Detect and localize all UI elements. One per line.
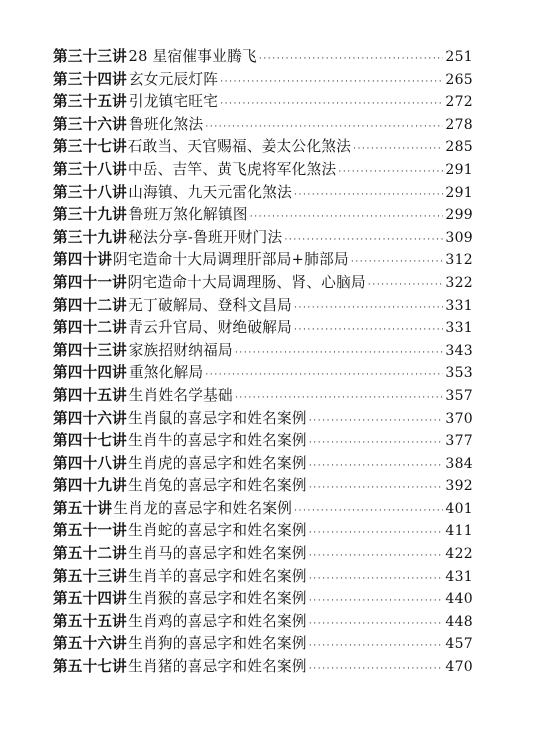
toc-entry[interactable]	[53, 182, 473, 205]
toc-page-number: 331	[445, 320, 473, 337]
toc-dot-leader	[338, 161, 443, 184]
toc-entry-title: 秘法分享-鲁班开财门法	[128, 228, 283, 246]
toc-entry-title: 生肖蛇的喜忌字和姓名案例	[128, 522, 307, 540]
toc-entry-title: 28 星宿催事业腾飞	[128, 48, 257, 65]
toc-dot-leader	[220, 93, 443, 116]
toc-entry[interactable]	[53, 362, 473, 385]
toc-lecture-number: 第四十讲	[53, 251, 113, 269]
toc-page-number: 392	[445, 478, 473, 495]
toc-dot-leader	[294, 184, 443, 207]
toc-entry-title: 生肖狗的喜忌字和姓名案例	[128, 635, 307, 653]
toc-entry[interactable]	[53, 385, 473, 408]
toc-entry[interactable]	[53, 453, 473, 476]
toc-entry[interactable]	[53, 611, 473, 634]
toc-page-number: 343	[445, 342, 473, 359]
toc-lecture-number: 第四十二讲	[53, 319, 127, 337]
toc-page-number: 440	[445, 591, 473, 608]
toc-lecture-number: 第三十六讲	[53, 115, 127, 133]
toc-dot-leader	[309, 658, 444, 681]
toc-entry[interactable]	[53, 633, 473, 656]
toc-dot-leader	[284, 229, 443, 252]
toc-dot-leader	[294, 319, 443, 342]
toc-lecture-number: 第三十三讲	[53, 48, 127, 65]
toc-entry[interactable]	[53, 520, 473, 543]
toc-entry-title: 生肖马的喜忌字和姓名案例	[128, 545, 307, 563]
toc-entry[interactable]	[53, 408, 473, 431]
toc-page-number: 457	[445, 636, 473, 653]
toc-entry-title: 生肖羊的喜忌字和姓名案例	[128, 567, 307, 585]
toc-page-number: 422	[445, 546, 473, 563]
toc-dot-leader	[309, 477, 444, 500]
toc-entry-title: 生肖牛的喜忌字和姓名案例	[128, 432, 307, 450]
toc-page-number: 322	[445, 274, 473, 291]
toc-dot-leader	[250, 206, 444, 229]
toc-page-number: 291	[445, 161, 473, 178]
toc-page-number: 384	[445, 455, 473, 472]
toc-entry[interactable]	[53, 498, 473, 521]
toc-entry-title: 阴宅造命十大局调理肠、肾、心脑局	[127, 273, 366, 291]
toc-page-number: 331	[445, 297, 473, 314]
toc-lecture-number: 第三十四讲	[53, 70, 127, 88]
toc-entry[interactable]	[53, 136, 473, 159]
toc-dot-leader	[205, 116, 443, 139]
toc-lecture-number: 第四十四讲	[53, 364, 127, 382]
toc-dot-leader	[368, 274, 443, 297]
toc-lecture-number: 第五十五讲	[53, 612, 127, 630]
toc-entry-title: 家族招财纳福局	[128, 341, 233, 359]
toc-entry-title: 生肖虎的喜忌字和姓名案例	[128, 454, 307, 472]
toc-lecture-number: 第五十三讲	[53, 567, 127, 585]
toc-dot-leader	[309, 635, 444, 658]
toc-page-number: 370	[445, 410, 473, 427]
toc-dot-leader	[235, 387, 443, 410]
toc-lecture-number: 第五十七讲	[53, 658, 127, 676]
toc-lecture-number: 第五十一讲	[53, 522, 127, 540]
toc-entry-title: 生肖鼠的喜忌字和姓名案例	[128, 409, 307, 427]
toc-dot-leader	[309, 590, 444, 613]
toc-entry-title: 生肖猴的喜忌字和姓名案例	[128, 590, 307, 608]
toc-page-number: 309	[445, 229, 473, 246]
toc-lecture-number: 第四十五讲	[53, 386, 127, 404]
toc-entry-title: 中岳、吉竿、黄飞虎将军化煞法	[127, 160, 337, 178]
toc-page-number: 265	[445, 71, 473, 88]
toc-entry-title: 阴宅造命十大局调理肝部局+肺部局	[112, 251, 349, 269]
table-of-contents	[53, 46, 473, 679]
toc-entry-title: 引龙镇宅旺宅	[128, 93, 219, 111]
toc-page-number: 285	[445, 139, 473, 156]
toc-entry-title: 玄女元辰灯阵	[128, 70, 219, 88]
toc-entry[interactable]	[53, 114, 473, 137]
toc-entry[interactable]	[53, 227, 473, 250]
toc-entry-title: 生肖猪的喜忌字和姓名案例	[128, 658, 307, 676]
toc-entry-title: 重煞化解局	[128, 364, 204, 382]
toc-dot-leader	[205, 364, 443, 387]
toc-dot-leader	[309, 432, 444, 455]
toc-entry-title: 鲁班化煞法	[128, 115, 204, 133]
toc-lecture-number: 第三十八讲	[53, 183, 127, 201]
toc-entry[interactable]	[53, 430, 473, 453]
toc-dot-leader	[259, 48, 444, 71]
toc-entry-title: 生肖鸡的喜忌字和姓名案例	[128, 612, 307, 630]
toc-entry[interactable]	[53, 69, 473, 92]
toc-lecture-number: 第三十九讲	[53, 206, 127, 224]
toc-dot-leader	[351, 251, 443, 274]
toc-page-number: 431	[445, 568, 473, 585]
toc-page-number: 278	[445, 116, 473, 133]
toc-lecture-number: 第三十八讲	[53, 160, 127, 178]
toc-dot-leader	[294, 297, 443, 320]
toc-dot-leader	[309, 455, 444, 478]
toc-page-number: 411	[445, 523, 473, 540]
toc-entry[interactable]	[53, 46, 473, 69]
toc-entry-title: 山海镇、九天元雷化煞法	[128, 183, 293, 201]
toc-entry-title: 青云升官局、财绝破解局	[128, 319, 293, 337]
toc-dot-leader	[309, 545, 444, 568]
toc-dot-leader	[353, 138, 443, 161]
toc-entry-title: 石敢当、天官赐福、姜太公化煞法	[127, 138, 352, 156]
toc-lecture-number: 第五十四讲	[53, 590, 127, 608]
toc-lecture-number: 第四十七讲	[53, 432, 127, 450]
toc-entry-title: 生肖兔的喜忌字和姓名案例	[128, 477, 307, 495]
toc-lecture-number: 第三十五讲	[53, 93, 127, 111]
toc-entry[interactable]	[53, 588, 473, 611]
toc-page-number: 312	[445, 252, 473, 269]
toc-entry[interactable]	[53, 272, 473, 295]
toc-page-number: 357	[445, 387, 473, 404]
toc-lecture-number: 第四十二讲	[53, 296, 127, 314]
toc-lecture-number: 第四十九讲	[53, 477, 127, 495]
toc-entry[interactable]	[53, 543, 473, 566]
toc-dot-leader	[294, 500, 443, 523]
toc-lecture-number: 第四十八讲	[53, 454, 127, 472]
toc-entry-title: 无丁破解局、登科文昌局	[128, 296, 293, 314]
toc-entry[interactable]	[53, 249, 473, 272]
toc-dot-leader	[309, 522, 444, 545]
toc-entry[interactable]	[53, 159, 473, 182]
toc-page-number: 448	[445, 613, 473, 630]
toc-lecture-number: 第四十三讲	[53, 341, 127, 359]
toc-lecture-number: 第四十一讲	[53, 273, 127, 291]
toc-lecture-number: 第三十九讲	[53, 228, 127, 246]
toc-page-number: 291	[445, 184, 473, 201]
toc-entry-title: 鲁班万煞化解镇图	[128, 206, 248, 224]
toc-lecture-number: 第五十讲	[53, 499, 113, 517]
toc-page-number: 272	[445, 94, 473, 111]
toc-page-number: 353	[445, 365, 473, 382]
toc-entry-title: 生肖姓名学基础	[128, 386, 233, 404]
toc-entry[interactable]	[53, 656, 473, 679]
toc-page-number: 377	[445, 433, 473, 450]
toc-entry[interactable]	[53, 295, 473, 318]
toc-lecture-number: 第四十六讲	[53, 409, 127, 427]
toc-lecture-number: 第五十六讲	[53, 635, 127, 653]
toc-entry[interactable]	[53, 340, 473, 363]
toc-entry[interactable]	[53, 475, 473, 498]
toc-entry-title: 生肖龙的喜忌字和姓名案例	[113, 499, 293, 517]
toc-lecture-number: 第三十七讲	[53, 138, 127, 156]
toc-page-number: 251	[445, 49, 473, 65]
toc-dot-leader	[309, 613, 444, 636]
toc-dot-leader	[309, 568, 444, 591]
toc-entry[interactable]	[53, 317, 473, 340]
toc-page-number: 470	[445, 659, 473, 676]
toc-entry[interactable]	[53, 204, 473, 227]
toc-lecture-number: 第五十二讲	[53, 545, 127, 563]
toc-entry[interactable]	[53, 91, 473, 114]
toc-page-number: 401	[445, 500, 473, 517]
toc-dot-leader	[235, 342, 443, 365]
toc-dot-leader	[220, 71, 443, 94]
toc-dot-leader	[309, 410, 444, 433]
toc-entry[interactable]	[53, 566, 473, 589]
toc-page-number: 299	[445, 207, 473, 224]
